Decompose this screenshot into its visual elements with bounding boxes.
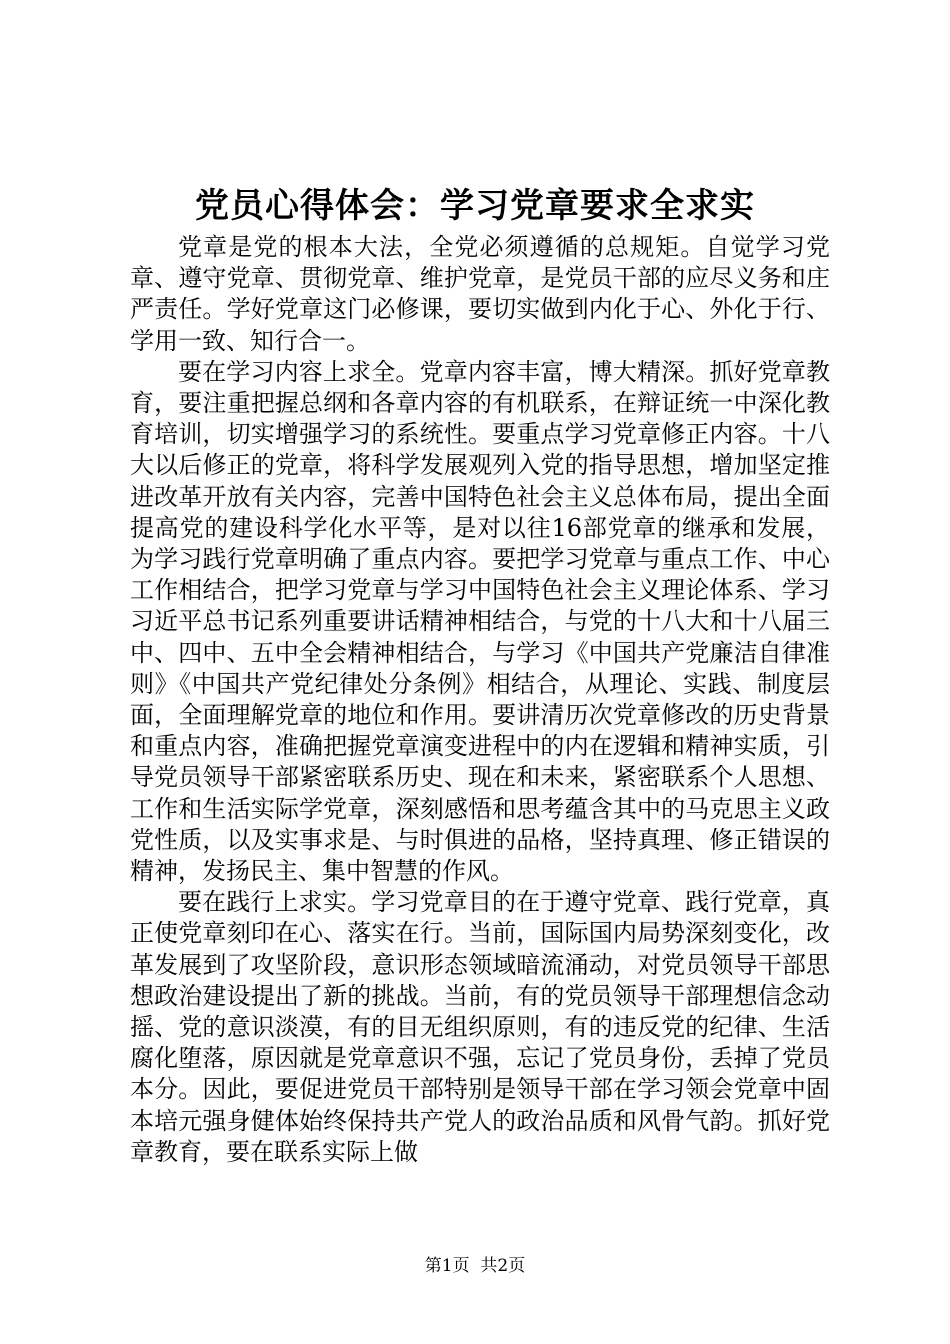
document-body: [130, 232, 830, 1168]
page-number: 第1页: [424, 1256, 470, 1276]
paragraph-intro: 党章是党的根本大法，全党必须遵循的总规矩。自觉学习党章、遵守党章、贯彻党章、维护党章，是党员干部的应尽义务和庄严责任。学好党章这门必修课，要切实做到内化于心、外化于行、学用一致、知行合一。: [130, 233, 830, 355]
page-footer: [0, 1255, 950, 1277]
paragraph-practice: 要在践行上求实。学习党章目的在于遵守党章、践行党章，真正使党章刻印在心、落实在行。当前，国际国内局势深刻变化，改革发展到了攻坚阶段，意识形态领域暗流涌动，对党员领导干部思想政治建设提出了新的挑战。当前，有的党员领导干部理想信念动摇、党的意识淡漠，有的目无组织原则，有的违反党的纪律、生活腐化堕落，原因就是党章意识不强，忘记了党员身份，丢掉了党员本分。因此，要促进党员干部特别是领导干部在学习领会党章中固本培元强身健体始终保持共产党人的政治品质和风骨气韵。抓好党章教育，要在联系实际上做: [130, 888, 830, 1166]
paragraph-study-content: 要在学习内容上求全。党章内容丰富，博大精深。抓好党章教育，要注重把握总纲和各章内容的有机联系，在辩证统一中深化教育培训，切实增强学习的系统性。要重点学习党章修正内容。十八大以后修正的党章，将科学发展观列入党的指导思想，增加坚定推进改革开放有关内容，完善中国特色社会主义总体布局，提出全面提高党的建设科学化水平等，是对以往16部党章的继承和发展，为学习践行党章明确了重点内容。要把学习党章与重点工作、中心工作相结合，把学习党章与学习中国特色社会主义理论体系、学习习近平总书记系列重要讲话精神相结合，与党的十八大和十八届三中、四中、五中全会精神相结合，与学习《中国共产党廉洁自律准则》《中国共产党纪律处分条例》相结合，从理论、实践、制度层面，全面理解党章的地位和作用。要讲清历次党章修改的历史背景和重点内容，准确把握党章演变进程中的内在逻辑和精神实质，引导党员领导干部紧密联系历史、现在和未来，紧密联系个人思想、工作和生活实际学党章，深刻感悟和思考蕴含其中的马克思主义政党性质，以及实事求是、与时俱进的品格，坚持真理、修正错误的精神，发扬民主、集中智慧的作风。: [130, 357, 830, 886]
document-title: 党员心得体会：学习党章要求全求实: [195, 186, 755, 226]
page-total: 共2页: [480, 1256, 526, 1276]
